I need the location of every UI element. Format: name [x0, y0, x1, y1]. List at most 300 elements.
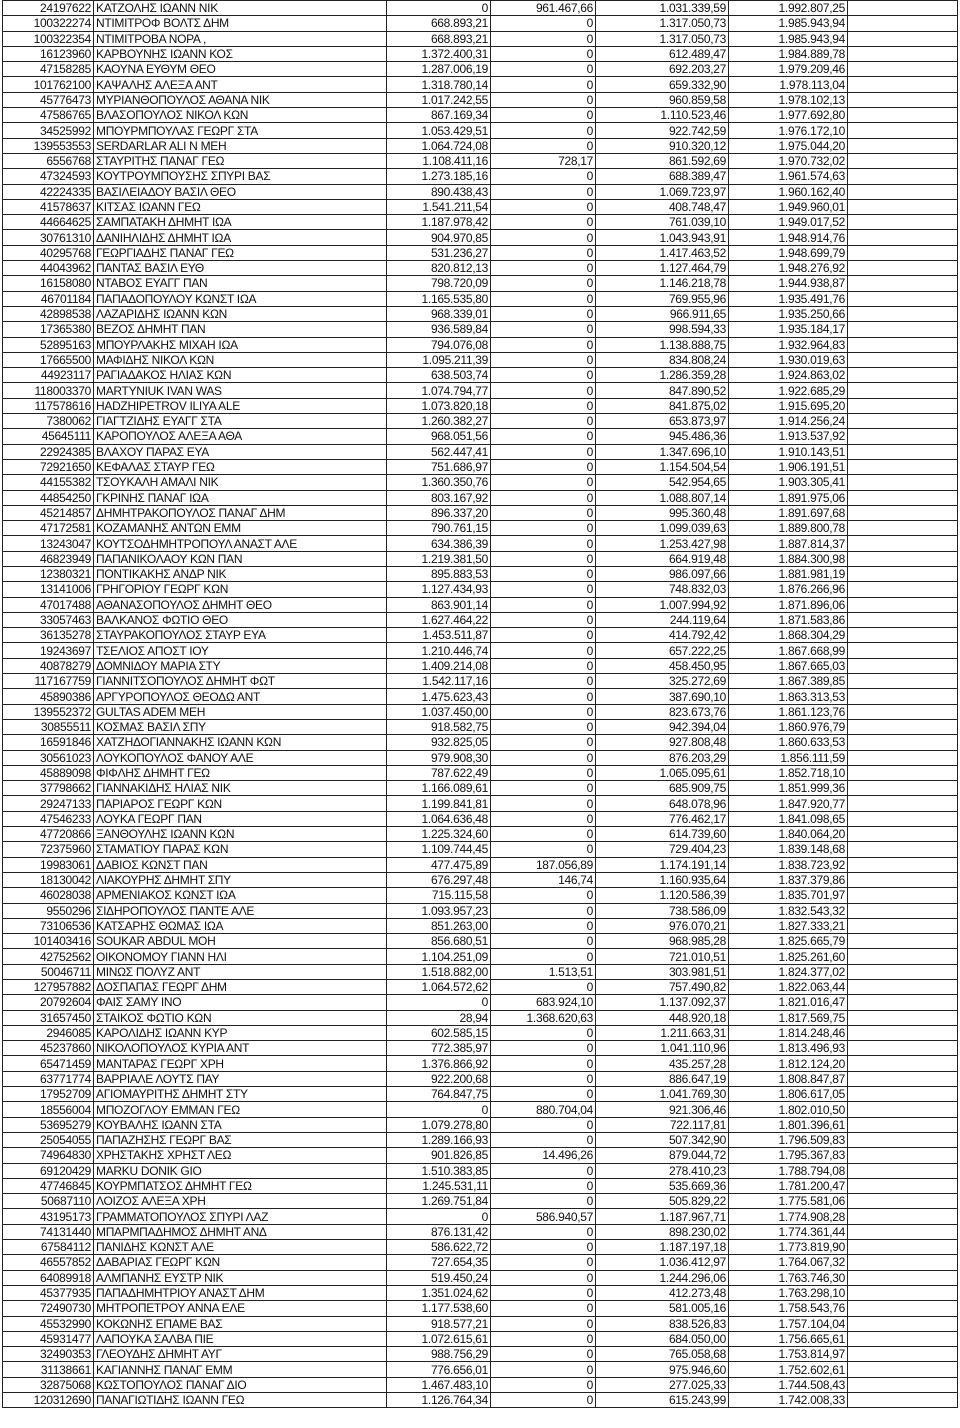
value-c-cell: 1.110.523,46	[596, 108, 729, 123]
value-a-cell: 851.263,00	[387, 918, 491, 933]
value-b-cell: 0	[491, 490, 596, 505]
value-b-cell: 0	[491, 276, 596, 291]
value-c-cell: 910.320,12	[596, 138, 729, 153]
table-row	[3, 689, 958, 704]
value-a-cell: 1.219.381,50	[387, 551, 491, 566]
name-cell: ΚΑΨΑΛΗΣ ΑΛΕΞΑ ΑΝΤ	[94, 77, 387, 92]
value-c-cell: 277.025,33	[596, 1377, 729, 1392]
table-row	[3, 444, 958, 459]
name-cell: ΛΑΖΑΡΙΔΗΣ ΙΩΑΝΝ ΚΩΝ	[94, 306, 387, 321]
id-cell: 47324593	[3, 169, 94, 184]
value-c-cell: 861.592,69	[596, 153, 729, 168]
table-row	[3, 995, 958, 1010]
id-cell: 19983061	[3, 857, 94, 872]
value-b-cell: 0	[491, 521, 596, 536]
empty-cell	[848, 658, 958, 673]
table-row	[3, 735, 958, 750]
table-row	[3, 536, 958, 551]
value-c-cell: 1.154.504,54	[596, 459, 729, 474]
id-cell: 44664625	[3, 215, 94, 230]
value-a-cell: 1.074.794,77	[387, 383, 491, 398]
table-row	[3, 643, 958, 658]
value-a-cell: 1.165.535,80	[387, 291, 491, 306]
value-a-cell: 1.289.166,93	[387, 1132, 491, 1147]
name-cell: ΜΑΦΙΔΗΣ ΝΙΚΟΛ ΚΩΝ	[94, 352, 387, 367]
name-cell: ΒΑΣΙΛΕΙΑΔΟΥ ΒΑΣΙΛ ΘΕΟ	[94, 184, 387, 199]
value-b-cell: 0	[491, 1316, 596, 1331]
table-row	[3, 1285, 958, 1300]
total-cell: 1.949.017,52	[729, 215, 848, 230]
value-a-cell: 1.351.024,62	[387, 1285, 491, 1300]
id-cell: 32875068	[3, 1377, 94, 1392]
table-row	[3, 597, 958, 612]
value-a-cell: 531.236,27	[387, 245, 491, 260]
value-b-cell: 14.496,26	[491, 1148, 596, 1163]
id-cell: 65471459	[3, 1056, 94, 1071]
value-b-cell: 728,17	[491, 153, 596, 168]
value-a-cell: 1.210.446,74	[387, 643, 491, 658]
id-cell: 45645111	[3, 429, 94, 444]
value-a-cell: 968.339,01	[387, 306, 491, 321]
value-c-cell: 966.911,65	[596, 306, 729, 321]
empty-cell	[848, 811, 958, 826]
table-row	[3, 765, 958, 780]
name-cell: ΠΟΝΤΙΚΑΚΗΣ ΑΝΔΡ ΝΙΚ	[94, 566, 387, 581]
total-cell: 1.824.377,02	[729, 964, 848, 979]
total-cell: 1.889.800,78	[729, 521, 848, 536]
empty-cell	[848, 169, 958, 184]
value-b-cell: 0	[491, 245, 596, 260]
id-cell: 101762100	[3, 77, 94, 92]
name-cell: ΠΑΝΤΑΣ ΒΑΣΙΛ ΕΥΘ	[94, 261, 387, 276]
value-b-cell: 0	[491, 77, 596, 92]
name-cell: ΒΑΡΡΙΑΛΕ ΛΟΥΤΣ ΠΑΥ	[94, 1071, 387, 1086]
name-cell: ΝΙΚΟΛΟΠΟΥΛΟΣ ΚΥΡΙΑ ΑΝΤ	[94, 1041, 387, 1056]
value-c-cell: 976.070,21	[596, 918, 729, 933]
total-cell: 1.808.847,87	[729, 1071, 848, 1086]
id-cell: 37798662	[3, 781, 94, 796]
name-cell: ΝΤΙΜΙΤΡΟΦ ΒΟΛΤΣ ΔΗΜ	[94, 16, 387, 31]
name-cell: ΔΑΒΙΟΣ ΚΩΝΣΤ ΠΑΝ	[94, 857, 387, 872]
value-a-cell: 803.167,92	[387, 490, 491, 505]
value-c-cell: 1.041.769,30	[596, 1087, 729, 1102]
value-a-cell: 1.079.278,80	[387, 1117, 491, 1132]
empty-cell	[848, 536, 958, 551]
name-cell: ΒΛΑΣΟΠΟΥΛΟΣ ΝΙΚΟΛ ΚΩΝ	[94, 108, 387, 123]
empty-cell	[848, 153, 958, 168]
value-a-cell: 1.017.242,55	[387, 92, 491, 107]
value-c-cell: 757.490,82	[596, 980, 729, 995]
total-cell: 1.979.209,46	[729, 62, 848, 77]
empty-cell	[848, 490, 958, 505]
total-cell: 1.977.692,80	[729, 108, 848, 123]
value-c-cell: 1.031.339,59	[596, 1, 729, 16]
name-cell: ΧΡΗΣΤΑΚΗΣ ΧΡΗΣΤ ΛΕΩ	[94, 1148, 387, 1163]
value-a-cell: 1.542.117,16	[387, 674, 491, 689]
id-cell: 63771774	[3, 1071, 94, 1086]
total-cell: 1.757.104,04	[729, 1316, 848, 1331]
name-cell: ΚΕΦΑΛΑΣ ΣΤΑΥΡ ΓΕΩ	[94, 459, 387, 474]
value-a-cell: 901.826,85	[387, 1148, 491, 1163]
value-a-cell: 896.337,20	[387, 505, 491, 520]
value-a-cell: 918.577,21	[387, 1316, 491, 1331]
value-b-cell: 0	[491, 1025, 596, 1040]
value-b-cell: 0	[491, 1178, 596, 1193]
total-cell: 1.839.148,68	[729, 842, 848, 857]
empty-cell	[848, 857, 958, 872]
value-b-cell: 0	[491, 628, 596, 643]
value-b-cell: 0	[491, 643, 596, 658]
value-c-cell: 927.808,48	[596, 735, 729, 750]
table-row	[3, 352, 958, 367]
id-cell: 74964830	[3, 1148, 94, 1163]
name-cell: GULTAS ADEM MEH	[94, 704, 387, 719]
value-a-cell: 1.064.724,08	[387, 138, 491, 153]
empty-cell	[848, 1117, 958, 1132]
empty-cell	[848, 918, 958, 933]
id-cell: 47746845	[3, 1178, 94, 1193]
empty-cell	[848, 827, 958, 842]
id-cell: 117167759	[3, 674, 94, 689]
value-a-cell: 1.260.382,27	[387, 414, 491, 429]
value-c-cell: 688.389,47	[596, 169, 729, 184]
empty-cell	[848, 368, 958, 383]
id-cell: 139552372	[3, 704, 94, 719]
empty-cell	[848, 184, 958, 199]
table-row	[3, 796, 958, 811]
name-cell: ΚΑΡΟΛΙΔΗΣ ΙΩΑΝΝ ΚΥΡ	[94, 1025, 387, 1040]
name-cell: ΑΓΙΟΜΑΥΡΙΤΗΣ ΔΗΜΗΤ ΣΤΥ	[94, 1087, 387, 1102]
empty-cell	[848, 903, 958, 918]
id-cell: 16591846	[3, 735, 94, 750]
name-cell: ΚΑΓΙΑΝΝΗΣ ΠΑΝΑΓ ΕΜΜ	[94, 1362, 387, 1377]
value-b-cell: 0	[491, 1285, 596, 1300]
id-cell: 30855511	[3, 719, 94, 734]
total-cell: 1.935.491,76	[729, 291, 848, 306]
value-b-cell: 0	[491, 108, 596, 123]
total-cell: 1.851.999,36	[729, 781, 848, 796]
value-c-cell: 776.462,17	[596, 811, 729, 826]
total-cell: 1.948.914,76	[729, 230, 848, 245]
id-cell: 118003370	[3, 383, 94, 398]
value-c-cell: 998.594,33	[596, 322, 729, 337]
empty-cell	[848, 505, 958, 520]
value-c-cell: 581.005,16	[596, 1301, 729, 1316]
table-row	[3, 77, 958, 92]
empty-cell	[848, 628, 958, 643]
table-row	[3, 842, 958, 857]
value-c-cell: 648.078,96	[596, 796, 729, 811]
value-b-cell: 0	[491, 612, 596, 627]
empty-cell	[848, 1240, 958, 1255]
empty-cell	[848, 1224, 958, 1239]
value-a-cell: 794.076,08	[387, 337, 491, 352]
value-b-cell: 0	[491, 475, 596, 490]
id-cell: 45377935	[3, 1285, 94, 1300]
name-cell: ΓΡΗΓΟΡΙΟΥ ΓΕΩΡΓ ΚΩΝ	[94, 582, 387, 597]
value-b-cell: 0	[491, 322, 596, 337]
total-cell: 1.975.044,20	[729, 138, 848, 153]
value-c-cell: 664.919,48	[596, 551, 729, 566]
value-b-cell: 0	[491, 597, 596, 612]
name-cell: ΠΑΝΑΓΙΩΤΙΔΗΣ ΙΩΑΝΝ ΓΕΩ	[94, 1393, 387, 1408]
value-c-cell: 458.450,95	[596, 658, 729, 673]
value-a-cell: 668.893,21	[387, 16, 491, 31]
value-a-cell: 776.656,01	[387, 1362, 491, 1377]
empty-cell	[848, 16, 958, 31]
table-row	[3, 1316, 958, 1331]
id-cell: 74131440	[3, 1224, 94, 1239]
name-cell: ΠΑΠΑΝΙΚΟΛΑΟΥ ΚΩΝ ΠΑΝ	[94, 551, 387, 566]
value-a-cell: 895.883,53	[387, 566, 491, 581]
table-row	[3, 903, 958, 918]
total-cell: 1.841.098,65	[729, 811, 848, 826]
value-c-cell: 761.039,10	[596, 215, 729, 230]
id-cell: 13141006	[3, 582, 94, 597]
value-a-cell: 1.072.615,61	[387, 1331, 491, 1346]
table-row	[3, 1087, 958, 1102]
value-c-cell: 657.222,25	[596, 643, 729, 658]
total-cell: 1.915.695,20	[729, 398, 848, 413]
total-cell: 1.825.665,79	[729, 934, 848, 949]
table-row	[3, 628, 958, 643]
table-row	[3, 1010, 958, 1025]
value-a-cell: 918.582,75	[387, 719, 491, 734]
empty-cell	[848, 352, 958, 367]
value-c-cell: 435.257,28	[596, 1056, 729, 1071]
name-cell: HADZHIPETROV ILIYA ALE	[94, 398, 387, 413]
value-b-cell: 0	[491, 842, 596, 857]
name-cell: ΚΑΤΖΟΛΗΣ ΙΩΑΝΝ ΝΙΚ	[94, 1, 387, 16]
id-cell: 44155382	[3, 475, 94, 490]
id-cell: 2946085	[3, 1025, 94, 1040]
value-a-cell: 715.115,58	[387, 888, 491, 903]
value-a-cell: 867.169,34	[387, 108, 491, 123]
id-cell: 44923117	[3, 368, 94, 383]
value-c-cell: 960.859,58	[596, 92, 729, 107]
value-b-cell: 683.924,10	[491, 995, 596, 1010]
value-a-cell: 1.510.383,85	[387, 1163, 491, 1178]
name-cell: ΛΙΑΚΟΥΡΗΣ ΔΗΜΗΤ ΣΠΥ	[94, 872, 387, 887]
value-b-cell: 0	[491, 1132, 596, 1147]
table-row	[3, 1255, 958, 1270]
table-body	[3, 1, 958, 1408]
value-c-cell: 922.742,59	[596, 123, 729, 138]
table-row	[3, 888, 958, 903]
value-c-cell: 692.203,27	[596, 62, 729, 77]
table-row	[3, 1117, 958, 1132]
name-cell: ΜΙΝΩΣ ΠΟΛΥΖ ΑΝΤ	[94, 964, 387, 979]
value-b-cell: 0	[491, 352, 596, 367]
total-cell: 1.773.819,90	[729, 1240, 848, 1255]
table-row	[3, 108, 958, 123]
value-a-cell: 1.093.957,23	[387, 903, 491, 918]
total-cell: 1.985.943,94	[729, 31, 848, 46]
value-b-cell: 0	[491, 1224, 596, 1239]
id-cell: 17365380	[3, 322, 94, 337]
id-cell: 46823949	[3, 551, 94, 566]
total-cell: 1.867.665,03	[729, 658, 848, 673]
value-c-cell: 995.360,48	[596, 505, 729, 520]
name-cell: MARTYNIUK IVAN WAS	[94, 383, 387, 398]
value-c-cell: 968.985,28	[596, 934, 729, 949]
id-cell: 69120429	[3, 1163, 94, 1178]
table-row	[3, 475, 958, 490]
table-row	[3, 184, 958, 199]
id-cell: 44043962	[3, 261, 94, 276]
value-a-cell: 0	[387, 995, 491, 1010]
value-b-cell: 0	[491, 658, 596, 673]
value-a-cell: 1.199.841,81	[387, 796, 491, 811]
value-c-cell: 879.044,72	[596, 1148, 729, 1163]
id-cell: 72921650	[3, 459, 94, 474]
value-b-cell: 0	[491, 1362, 596, 1377]
value-c-cell: 653.873,97	[596, 414, 729, 429]
total-cell: 1.744.508,43	[729, 1377, 848, 1392]
table-row	[3, 1071, 958, 1086]
table-row	[3, 306, 958, 321]
value-b-cell: 0	[491, 383, 596, 398]
total-cell: 1.884.300,98	[729, 551, 848, 566]
value-c-cell: 685.909,75	[596, 781, 729, 796]
value-a-cell: 1.518.882,00	[387, 964, 491, 979]
value-b-cell: 0	[491, 230, 596, 245]
empty-cell	[848, 383, 958, 398]
table-row	[3, 398, 958, 413]
value-c-cell: 921.306,46	[596, 1102, 729, 1117]
value-c-cell: 1.120.586,39	[596, 888, 729, 903]
id-cell: 42898538	[3, 306, 94, 321]
value-c-cell: 542.954,65	[596, 475, 729, 490]
total-cell: 1.913.537,92	[729, 429, 848, 444]
value-c-cell: 412.273,48	[596, 1285, 729, 1300]
value-a-cell: 1.409.214,08	[387, 658, 491, 673]
value-b-cell: 0	[491, 796, 596, 811]
value-a-cell: 751.686,97	[387, 459, 491, 474]
id-cell: 41578637	[3, 199, 94, 214]
table-row	[3, 31, 958, 46]
name-cell: ΓΙΑΝΝΙΤΣΟΠΟΥΛΟΣ ΔΗΜΗΤ ΦΩΤ	[94, 674, 387, 689]
value-a-cell: 28,94	[387, 1010, 491, 1025]
table-row	[3, 918, 958, 933]
value-b-cell: 0	[491, 719, 596, 734]
total-cell: 1.756.665,61	[729, 1331, 848, 1346]
total-cell: 1.838.723,92	[729, 857, 848, 872]
value-b-cell: 880.704,04	[491, 1102, 596, 1117]
value-c-cell: 975.946,60	[596, 1362, 729, 1377]
value-c-cell: 1.417.463,52	[596, 245, 729, 260]
table-row	[3, 949, 958, 964]
table-row	[3, 245, 958, 260]
name-cell: ΞΑΝΘΟΥΛΗΣ ΙΩΑΝΝ ΚΩΝ	[94, 827, 387, 842]
name-cell: ΜΠΑΡΜΠΑΔΗΜΟΣ ΔΗΜΗΤ ΑΝΔ	[94, 1224, 387, 1239]
table-row	[3, 658, 958, 673]
value-a-cell: 1.372.400,31	[387, 46, 491, 61]
value-c-cell: 1.286.359,28	[596, 368, 729, 383]
empty-cell	[848, 995, 958, 1010]
total-cell: 1.813.496,93	[729, 1041, 848, 1056]
name-cell: ΔΟΣΠΑΠΑΣ ΓΕΩΡΓ ΔΗΜ	[94, 980, 387, 995]
value-b-cell: 0	[491, 781, 596, 796]
name-cell: ΠΑΠΑΖΗΣΗΣ ΓΕΩΡΓ ΒΑΣ	[94, 1132, 387, 1147]
value-c-cell: 303.981,51	[596, 964, 729, 979]
id-cell: 45776473	[3, 92, 94, 107]
value-c-cell: 1.099.039,63	[596, 521, 729, 536]
total-cell: 1.763.298,10	[729, 1285, 848, 1300]
id-cell: 17952709	[3, 1087, 94, 1102]
name-cell: ΓΕΩΡΓΙΑΔΗΣ ΠΑΝΑΓ ΓΕΩ	[94, 245, 387, 260]
value-b-cell: 0	[491, 704, 596, 719]
value-c-cell: 535.669,36	[596, 1178, 729, 1193]
value-a-cell: 863.901,14	[387, 597, 491, 612]
name-cell: ΓΚΡΙΝΗΣ ΠΑΝΑΓ ΙΩΑ	[94, 490, 387, 505]
table-row	[3, 1362, 958, 1377]
value-c-cell: 244.119,64	[596, 612, 729, 627]
value-a-cell: 904.970,85	[387, 230, 491, 245]
value-a-cell: 1.475.623,43	[387, 689, 491, 704]
empty-cell	[848, 1331, 958, 1346]
empty-cell	[848, 1393, 958, 1408]
name-cell: ΚΟΥΤΡΟΥΜΠΟΥΣΗΣ ΣΠΥΡΙ ΒΑΣ	[94, 169, 387, 184]
id-cell: 43195173	[3, 1209, 94, 1224]
value-c-cell: 612.489,47	[596, 46, 729, 61]
value-a-cell: 0	[387, 1, 491, 16]
name-cell: ΚΟΣΜΑΣ ΒΑΣΙΛ ΣΠΥ	[94, 719, 387, 734]
value-a-cell: 787.622,49	[387, 765, 491, 780]
empty-cell	[848, 1301, 958, 1316]
value-b-cell: 961.467,66	[491, 1, 596, 16]
empty-cell	[848, 674, 958, 689]
total-cell: 1.992.807,25	[729, 1, 848, 16]
total-cell: 1.935.184,17	[729, 322, 848, 337]
id-cell: 73106536	[3, 918, 94, 933]
id-cell: 47546233	[3, 811, 94, 826]
empty-cell	[848, 1041, 958, 1056]
empty-cell	[848, 1285, 958, 1300]
value-a-cell: 1.273.185,16	[387, 169, 491, 184]
value-c-cell: 986.097,66	[596, 566, 729, 581]
id-cell: 50046711	[3, 964, 94, 979]
total-cell: 1.903.305,41	[729, 475, 848, 490]
value-b-cell: 0	[491, 1377, 596, 1392]
value-a-cell: 922.200,68	[387, 1071, 491, 1086]
empty-cell	[848, 245, 958, 260]
name-cell: ΚΟΥΤΣΟΔΗΜΗΤΡΟΠΟΥΛ ΑΝΑΣΤ ΑΛΕ	[94, 536, 387, 551]
value-a-cell: 519.450,24	[387, 1270, 491, 1285]
table-row	[3, 566, 958, 581]
empty-cell	[848, 597, 958, 612]
name-cell: ΧΑΤΖΗΔΟΓΙΑΝΝΑΚΗΣ ΙΩΑΝΝ ΚΩΝ	[94, 735, 387, 750]
empty-cell	[848, 1056, 958, 1071]
empty-cell	[848, 1010, 958, 1025]
table-row	[3, 1224, 958, 1239]
empty-cell	[848, 796, 958, 811]
id-cell: 25054055	[3, 1132, 94, 1147]
total-cell: 1.806.617,05	[729, 1087, 848, 1102]
value-c-cell: 1.041.110,96	[596, 1041, 729, 1056]
value-b-cell: 0	[491, 368, 596, 383]
id-cell: 19243697	[3, 643, 94, 658]
empty-cell	[848, 689, 958, 704]
value-b-cell: 0	[491, 765, 596, 780]
value-b-cell: 0	[491, 582, 596, 597]
table-row	[3, 827, 958, 842]
id-cell: 16123960	[3, 46, 94, 61]
value-b-cell: 0	[491, 1056, 596, 1071]
empty-cell	[848, 566, 958, 581]
name-cell: ΓΡΑΜΜΑΤΟΠΟΥΛΟΣ ΣΠΥΡΙ ΛΑΖ	[94, 1209, 387, 1224]
total-cell: 1.821.016,47	[729, 995, 848, 1010]
